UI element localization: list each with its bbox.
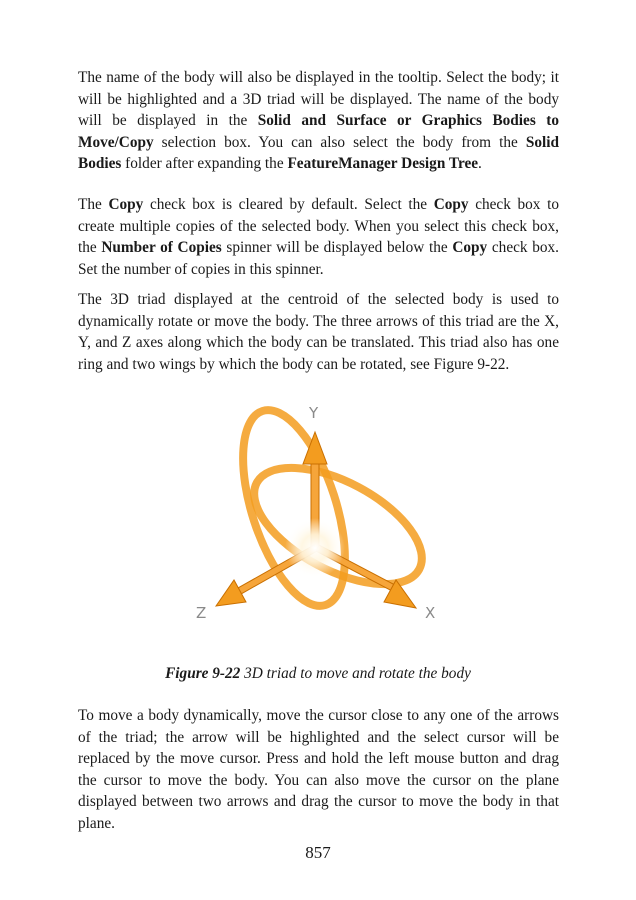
axis-label-z: Z (196, 604, 207, 622)
text-run: spinner will be displayed below the (221, 239, 453, 257)
bold-term: Copy (108, 196, 144, 213)
triad-figure (196, 398, 446, 628)
text-run: folder after expanding the (121, 155, 288, 173)
triad-center-glow (285, 518, 345, 578)
figure-caption-label: Figure 9-22 (165, 665, 241, 682)
paragraph-body-selection (78, 67, 559, 175)
bold-term: Solid and Surface or Graphics Bodies to Move/Copy (78, 112, 559, 151)
paragraph-move-body: To move a body dynamically, move the cursor close to any one of the arrows of the triad; the arrow will be highlighted and the select cursor will be replaced by the move cursor. Press and hold the left mouse button and drag the cursor to move the body. You can also move the cursor on the plane displayed between two arrows and drag the cursor to move the body in that plane. (78, 707, 559, 832)
text-run: selection box. You can also select the body from the (153, 133, 526, 151)
paragraph-copy-checkbox (78, 194, 559, 280)
text-run: The (78, 196, 109, 213)
bold-term: Solid Bodies (78, 133, 559, 173)
axis-label-x: X (425, 604, 436, 622)
text-run: check box is cleared by default. Select the (143, 196, 434, 213)
figure-caption-text: 3D triad to move and rotate the body (240, 665, 471, 682)
bold-term: Number of Copies (101, 239, 222, 257)
bold-term: Copy (452, 239, 488, 257)
text-run: check box to create multiple copies of the selected body. When you select this check box, the (78, 196, 559, 257)
figure-caption (0, 665, 636, 683)
text-run: The name of the body will also be displayed in the tooltip. Select the body; it will be highlighted and a 3D triad will be displayed. The name of the body will be displayed in the (78, 69, 559, 130)
bold-term: Copy (433, 196, 469, 213)
text-run: . (478, 155, 482, 173)
text-run: check box. Set the number of copies in this spinner. (78, 239, 559, 278)
page-number: 857 (305, 843, 331, 862)
bold-term: FeatureManager Design Tree (287, 155, 479, 173)
paragraph-triad-description: The 3D triad displayed at the centroid of the selected body is used to dynamically rotate or move the body. The three arrows of this triad are the X, Y, and Z axes along which the body can be translated. This triad also has one ring and two wings by which the body can be rotated, see Figure 9-22. (78, 291, 559, 373)
axis-label-y: Y (309, 404, 319, 422)
